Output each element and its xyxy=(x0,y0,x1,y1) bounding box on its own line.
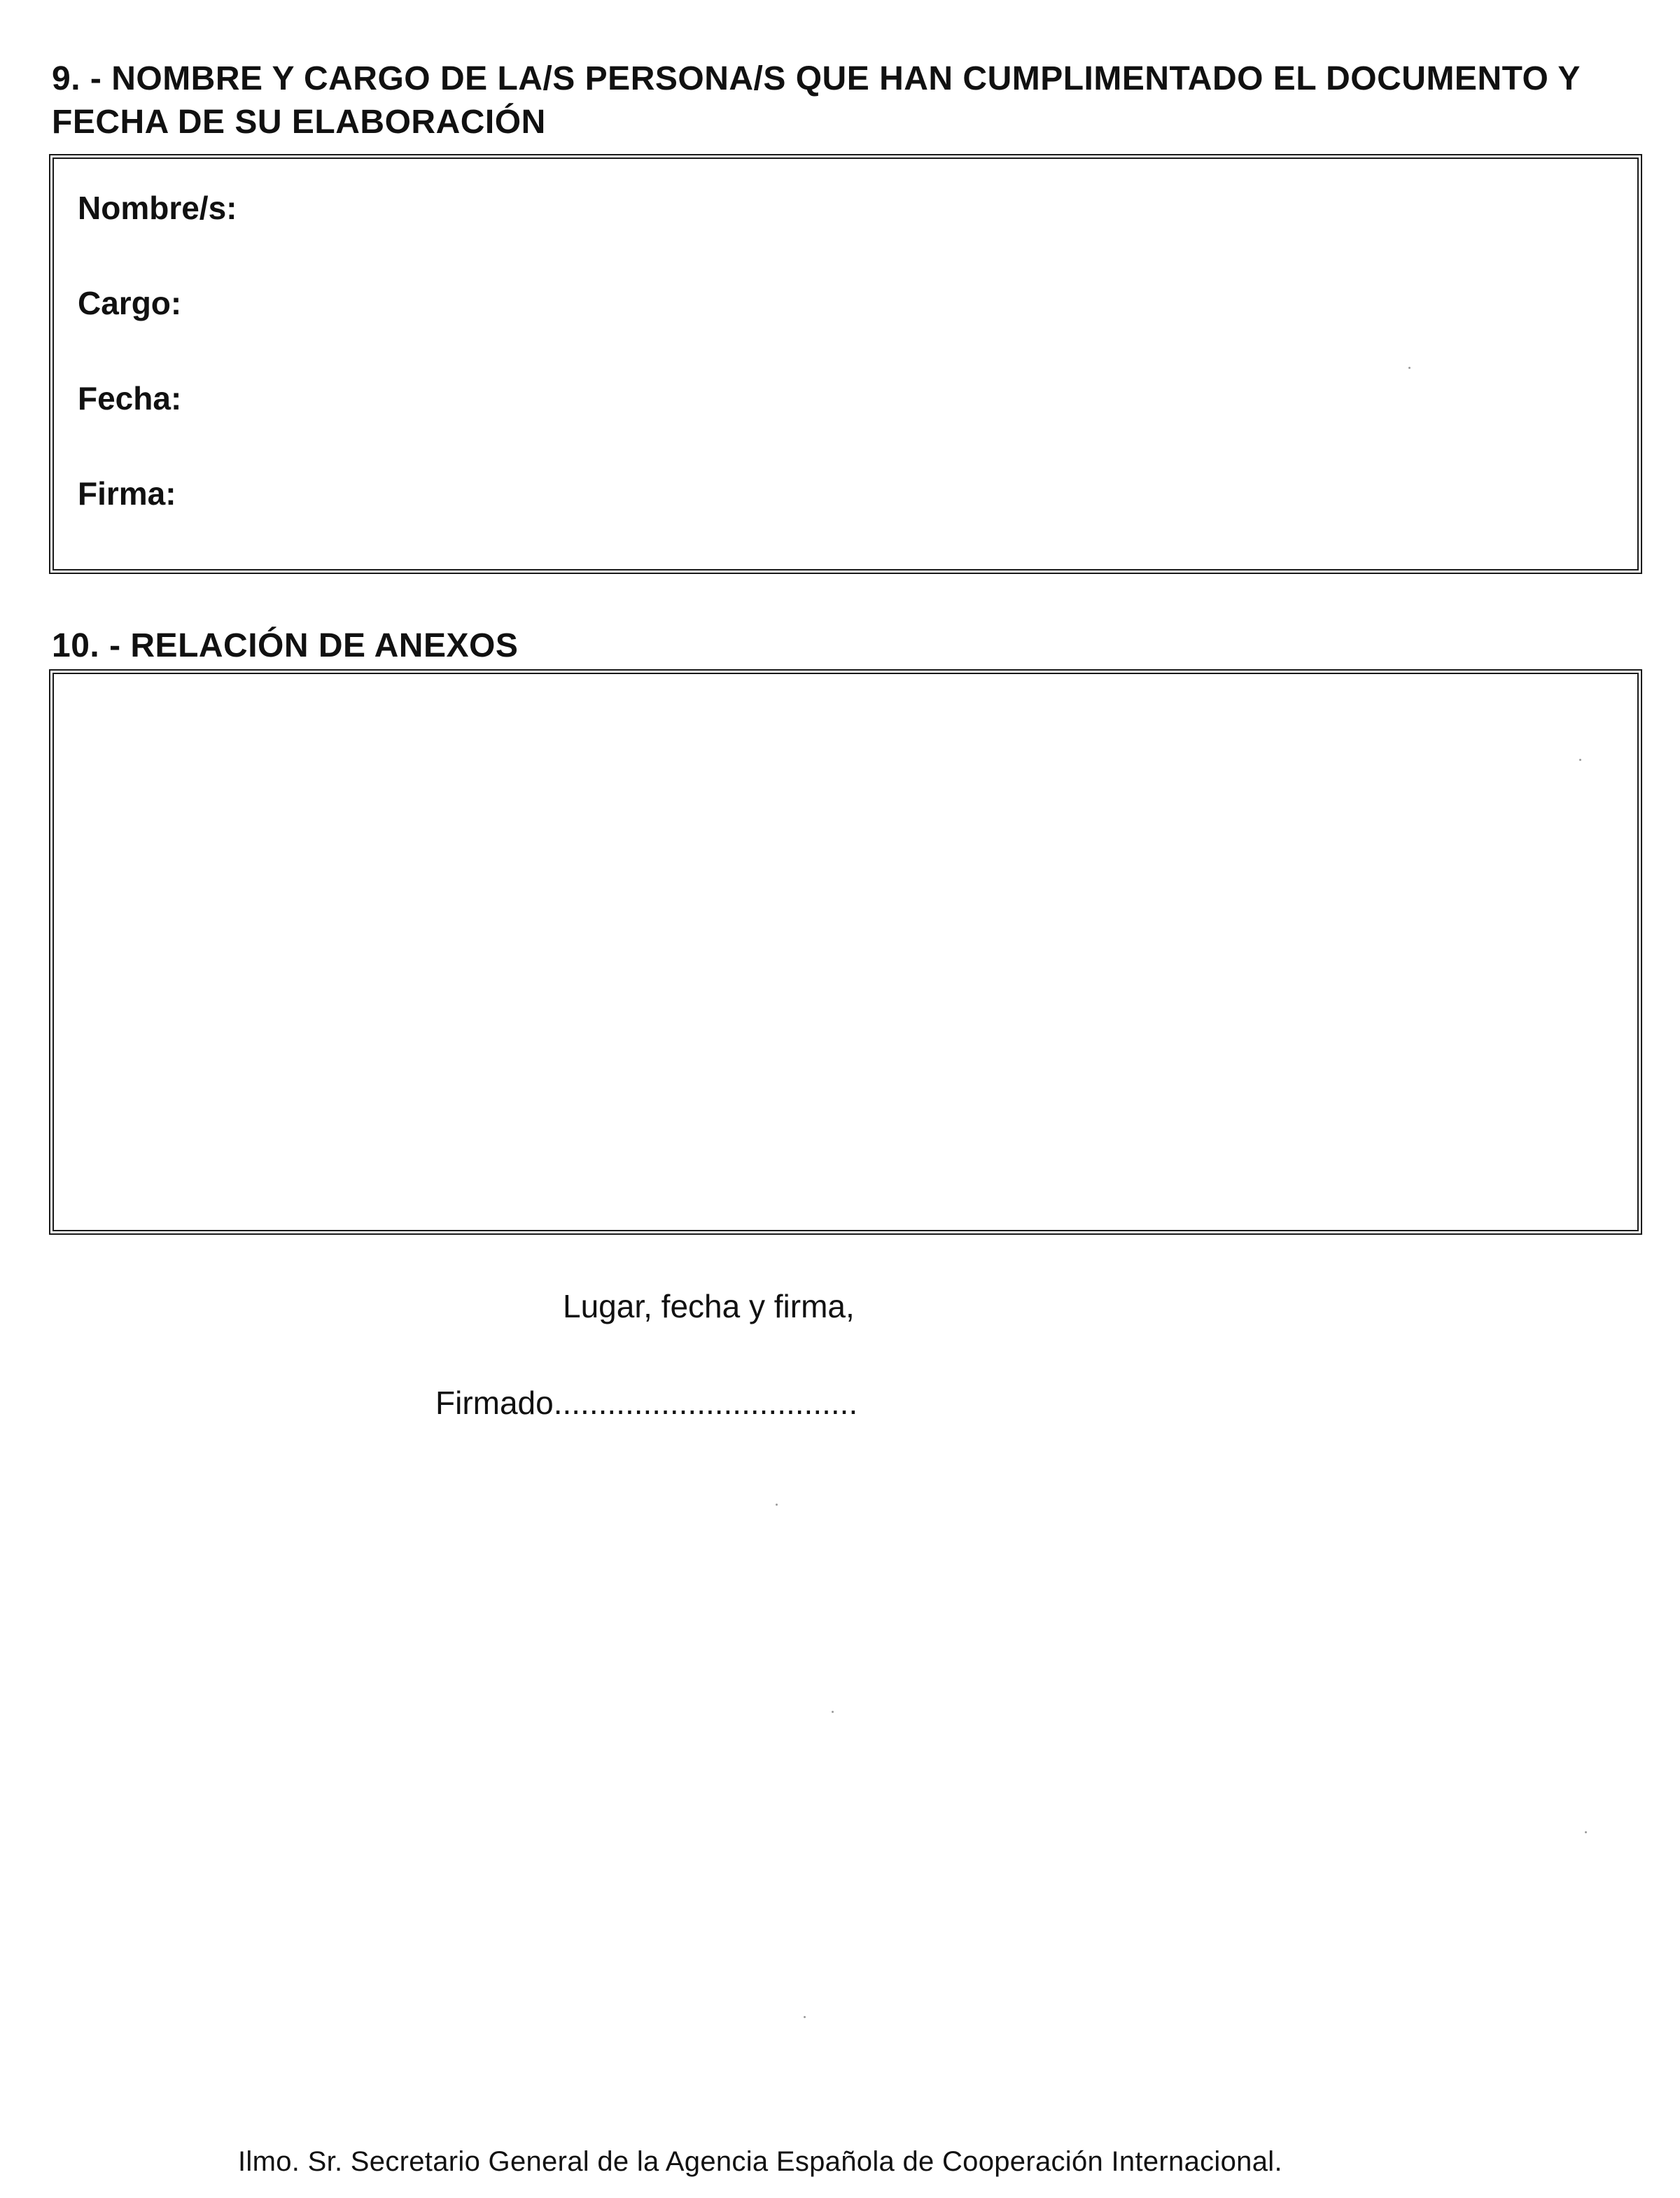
signatory-details-box xyxy=(49,154,1642,574)
scan-speck xyxy=(1585,1831,1587,1833)
section-9-heading: 9. - NOMBRE Y CARGO DE LA/S PERSONA/S QUE HAN CUMPLIMENTADO EL DOCUMENTO Y FECHA DE SU ELABORACIÓN xyxy=(52,60,1581,141)
scan-speck xyxy=(804,2016,806,2018)
signature-label: Firma: xyxy=(78,475,176,512)
position-label: Cargo: xyxy=(78,285,182,321)
annexes-box xyxy=(49,669,1642,1235)
scan-speck xyxy=(1579,759,1581,761)
scan-speck xyxy=(832,1711,834,1713)
scan-speck xyxy=(776,1504,778,1506)
addressee-line: Ilmo. Sr. Secretario General de la Agencia Española de Cooperación Internacional. xyxy=(238,2146,1282,2177)
section-10-heading: 10. - RELACIÓN DE ANEXOS xyxy=(52,627,519,664)
date-label: Fecha: xyxy=(78,380,182,416)
scan-speck xyxy=(1408,367,1410,369)
signed-line: Firmado.................................. xyxy=(435,1385,858,1421)
name-label: Nombre/s: xyxy=(78,190,237,226)
place-date-signature-text: Lugar, fecha y firma, xyxy=(563,1288,855,1324)
